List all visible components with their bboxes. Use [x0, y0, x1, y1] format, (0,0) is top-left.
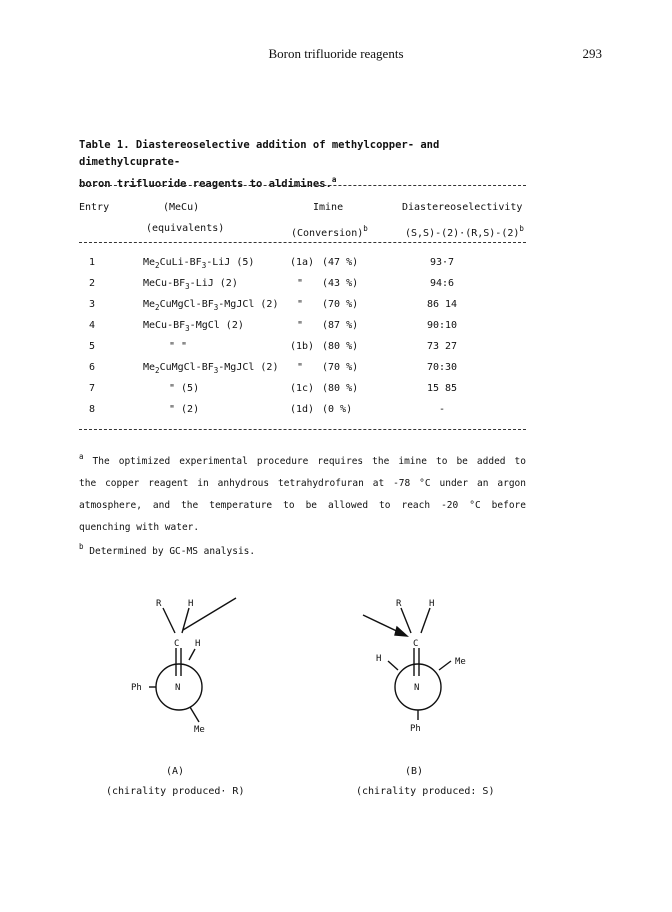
- table-cell-diastereoselectivity: 73 27: [426, 341, 458, 352]
- reagent-segment: -LiJ (2): [189, 278, 238, 289]
- table-cell-diastereoselectivity: -: [438, 404, 446, 415]
- bond-b-me: [439, 661, 451, 670]
- atom-b-r: R: [396, 599, 402, 609]
- reagent-segment: " ": [169, 341, 188, 352]
- reagent-segment: CuLi-BF: [159, 257, 202, 268]
- header-mecu-sub: (equivalents): [146, 223, 225, 234]
- table-cell-conversion: (43 %): [322, 278, 359, 289]
- structure-b: [363, 608, 451, 720]
- reagent-segment: 3: [185, 324, 190, 333]
- table-cell-reagent: [143, 361, 278, 378]
- table-cell-diastereoselectivity: 70:30: [426, 362, 458, 373]
- structure-b-label: (B): [405, 766, 424, 777]
- table-cell-imine: (1b): [290, 341, 315, 352]
- table-cell-reagent: [143, 340, 187, 354]
- table-cell-diastereoselectivity: 93·7: [429, 257, 455, 268]
- reagent-segment: 3: [201, 261, 207, 270]
- table-cell-entry: 7: [89, 383, 96, 394]
- atom-a-me: Me: [194, 725, 205, 735]
- table-header-rule: [79, 242, 526, 243]
- reagent-segment: -MgCl (2): [189, 320, 244, 331]
- bond-b-h-c: [421, 608, 430, 633]
- table-cell-reagent: [143, 298, 278, 315]
- table-cell-reagent: [143, 256, 254, 273]
- caption-line-2: [79, 171, 529, 193]
- header-ds: Diastereoselectivity: [402, 202, 523, 213]
- table-cell-conversion: (0 %): [322, 404, 353, 415]
- atom-a-r: R: [156, 599, 162, 609]
- atom-a-c: C: [174, 639, 180, 649]
- structure-a: [149, 598, 236, 722]
- table-cell-conversion: (80 %): [322, 383, 359, 394]
- reagent-segment: Me: [143, 362, 156, 373]
- footnote-a-line-4: quenching with water.: [79, 522, 200, 533]
- table-cell-conversion: (70 %): [322, 299, 359, 310]
- caption-line-1: Table 1. Diastereoselective addition of methylcopper- and dimethylcuprate-: [79, 139, 440, 168]
- table-cell-entry: 8: [89, 404, 96, 415]
- reagent-segment: -MgJCl (2): [218, 362, 279, 373]
- table-cell-entry: 1: [89, 257, 96, 268]
- structure-a-caption: (chirality produced· R): [106, 786, 245, 797]
- page-number: 293: [582, 46, 602, 61]
- structures-svg: [0, 580, 672, 810]
- header-imine-sub-wrap: [291, 222, 368, 241]
- reagent-segment: MeCu-BF: [143, 278, 186, 289]
- atom-b-n: N: [414, 683, 420, 693]
- reagent-segment: CuMgCl-BF: [159, 299, 214, 310]
- reagent-segment: CuMgCl-BF: [159, 362, 214, 373]
- reagent-segment: 3: [213, 303, 219, 312]
- footnote-b-text: Determined by GC-MS analysis.: [89, 546, 256, 557]
- reagent-segment: MeCu-BF: [143, 320, 186, 331]
- reagent-segment: 2: [155, 261, 160, 270]
- footnote-a-line-3: atmosphere, and the temperature to be allowed to reach -20 °C before: [79, 500, 526, 511]
- structure-b-caption: (chirality produced: S): [356, 786, 495, 797]
- table-cell-reagent: [143, 382, 199, 396]
- header-ds-sub: (S,S)-(2)·(R,S)-(2): [405, 228, 520, 239]
- footnote-a-mark: a: [79, 452, 84, 461]
- table-cell-imine: (1c): [290, 383, 315, 394]
- bond-b-h: [388, 661, 398, 670]
- table-cell-conversion: (70 %): [322, 362, 359, 373]
- table-cell-entry: 5: [89, 341, 96, 352]
- table-cell-diastereoselectivity: 86 14: [426, 299, 458, 310]
- header-imine-sub: (Conversion): [291, 228, 364, 239]
- table-cell-conversion: (47 %): [322, 257, 359, 268]
- header-mecu: (MeCu): [163, 202, 200, 213]
- atom-b-me: Me: [455, 657, 466, 667]
- table-cell-entry: 2: [89, 278, 96, 289]
- table-cell-reagent: [143, 319, 244, 336]
- atom-b-ph: Ph: [410, 724, 421, 734]
- running-head: [0, 46, 672, 66]
- bond-a-h-c2: [189, 649, 195, 660]
- header-imine: Imine: [313, 202, 344, 213]
- table-cell-diastereoselectivity: 94:6: [429, 278, 455, 289]
- table-cell-reagent: [143, 403, 199, 417]
- table-cell-reagent: [143, 277, 238, 294]
- reagent-segment: 3: [185, 282, 190, 291]
- table-top-rule: [79, 185, 526, 186]
- caption-line-2-text: boron trifluoride reagents to aldimines.: [79, 178, 332, 190]
- atom-a-h-top: H: [188, 599, 194, 609]
- table-cell-conversion: (87 %): [322, 320, 359, 331]
- table-cell-conversion: (80 %): [322, 341, 359, 352]
- table-cell-entry: 4: [89, 320, 96, 331]
- table-cell-diastereoselectivity: 15 85: [426, 383, 458, 394]
- reagent-segment: Me: [143, 257, 156, 268]
- footnote-b: [79, 539, 526, 560]
- table-cell-entry: 6: [89, 362, 96, 373]
- header-ds-sub-wrap: [405, 222, 524, 241]
- table-cell-imine: (1d): [290, 404, 315, 415]
- newman-projections: [0, 580, 672, 810]
- structure-b-atoms: [376, 599, 466, 734]
- reagent-segment: -LiJ (5): [206, 257, 255, 268]
- reagent-segment: -MgJCl (2): [218, 299, 279, 310]
- header-ds-mark: b: [519, 224, 524, 233]
- reagent-segment: 2: [155, 303, 160, 312]
- table-cell-entry: 3: [89, 299, 96, 310]
- footnotes: [79, 446, 526, 560]
- arrowhead-b: [395, 627, 407, 636]
- atom-a-ph: Ph: [131, 683, 142, 693]
- footnote-a-line-1: [79, 446, 526, 473]
- caption-footnote-mark: a: [331, 175, 337, 184]
- atom-a-h: H: [195, 639, 201, 649]
- atom-b-h-top: H: [429, 599, 435, 609]
- table-cell-imine: ": [297, 299, 304, 310]
- bond-a-me: [190, 707, 199, 722]
- reagent-segment: 2: [155, 366, 160, 375]
- atom-b-c: C: [413, 639, 419, 649]
- running-title: Boron trifluoride reagents: [268, 46, 404, 61]
- footnote-a-line-1-text: The optimized experimental procedure requires the imine to be added to: [92, 456, 526, 467]
- bond-a-r-c: [163, 608, 175, 633]
- reagent-segment: " (2): [169, 404, 200, 415]
- reagent-segment: " (5): [169, 383, 200, 394]
- table-cell-diastereoselectivity: 90:10: [426, 320, 458, 331]
- bond-b-r-c: [401, 608, 411, 633]
- reagent-segment: 3: [213, 366, 219, 375]
- atom-b-h-left: H: [376, 654, 382, 664]
- header-entry: Entry: [79, 202, 110, 213]
- table-cell-imine: ": [297, 320, 304, 331]
- table-cell-imine: (1a): [290, 257, 315, 268]
- footnote-a-line-2: the copper reagent in anhydrous tetrahydrofuran at -78 °C under an argon: [79, 478, 526, 489]
- table-cell-imine: ": [297, 278, 304, 289]
- header-imine-mark: b: [363, 224, 368, 233]
- table-cell-imine: ": [297, 362, 304, 373]
- table-bottom-rule: [79, 429, 526, 430]
- structure-a-label: (A): [166, 766, 185, 777]
- footnote-b-mark: b: [79, 542, 84, 551]
- reagent-segment: Me: [143, 299, 156, 310]
- atom-a-n: N: [175, 683, 181, 693]
